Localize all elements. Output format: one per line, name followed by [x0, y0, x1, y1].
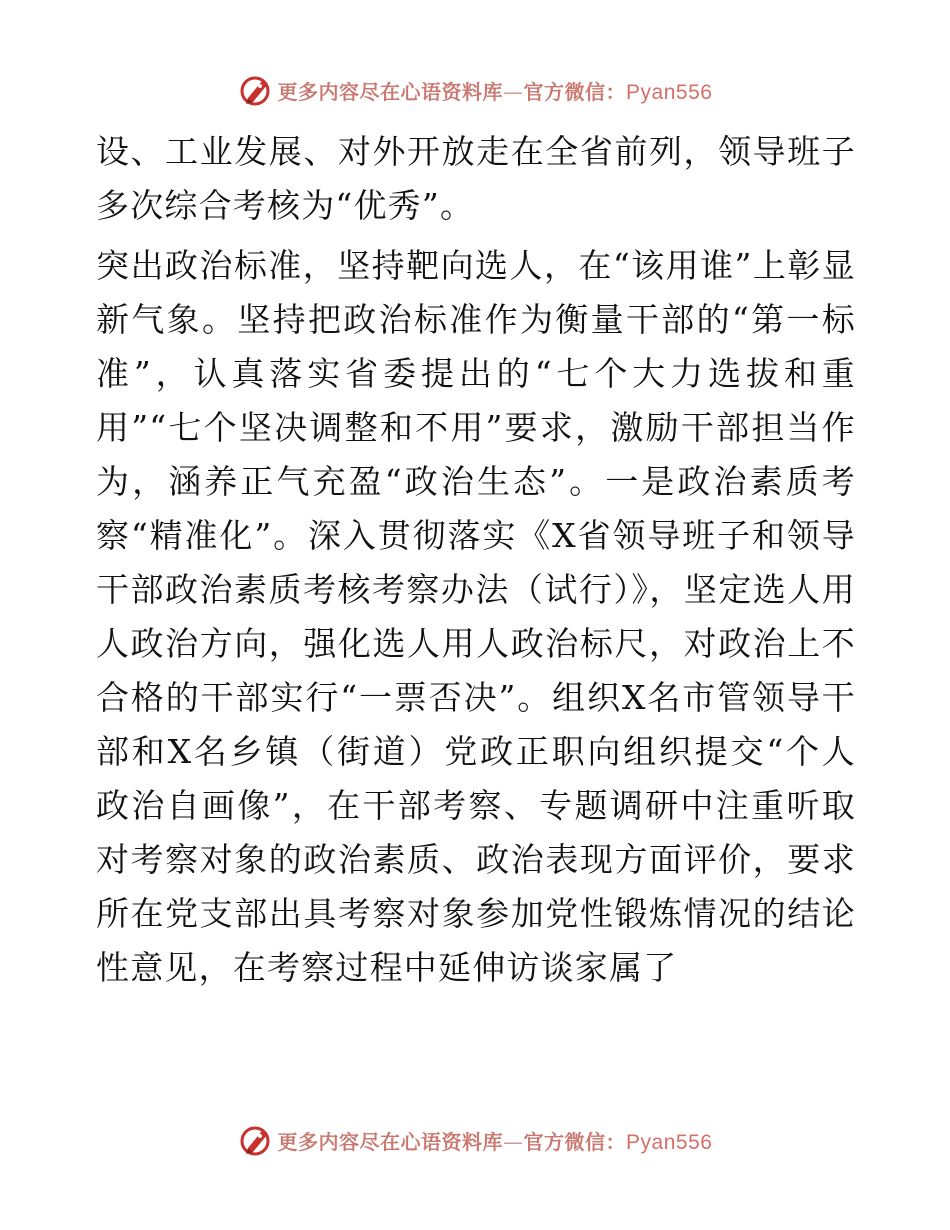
header-watermark-banner	[0, 70, 950, 110]
banner-text	[278, 1126, 713, 1155]
banner-wechat-handle: Pyan556	[626, 80, 713, 104]
banner-text	[278, 76, 713, 105]
banner-site-name: 更多内容尽在心语资料库	[277, 1129, 504, 1154]
paragraph-political-standard: 突出政治标准，坚持靶向选人，在“该用谁”上彰显新气象。坚持把政治标准作为衡量干部的“第一标准”，认真落实省委提出的“七个大力选拔和重用”“七个坚决调整和不用”要求，激励干部担当作为，涵养正气充盈“政治生态”。一是政治素质考察“精准化”。深入贯彻落实《X省领导班子和领导干部政治素质考核考察办法（试行）》，坚定选人用人政治方向，强化选人用人政治标尺，对政治上不合格的干部实行“一票否决”。组织X名市管领导干部和X名乡镇（街道）党政正职向组织提交“个人政治自画像”，在干部考察、专题调研中注重听取对考察对象的政治素质、政治表现方面评价，要求所在党支部出具考察对象参加党性锻炼情况的结论性意见，在考察过程中延伸访谈家属了	[96, 246, 856, 987]
banner-contact-label: 官方微信：	[523, 1129, 627, 1154]
pen-nib-logo-icon	[238, 1122, 274, 1158]
pen-nib-logo-icon	[238, 72, 274, 108]
paragraph-continuation: 设、工业发展、对外开放走在全省前列，领导班子多次综合考核为“优秀”。	[96, 132, 856, 225]
footer-watermark-banner	[0, 1120, 950, 1160]
banner-separator: —	[503, 1129, 524, 1154]
banner-wechat-handle: Pyan556	[626, 1130, 713, 1154]
document-body	[96, 125, 856, 995]
banner-separator: —	[503, 79, 524, 104]
banner-contact-label: 官方微信：	[523, 79, 627, 104]
banner-site-name: 更多内容尽在心语资料库	[277, 79, 504, 104]
